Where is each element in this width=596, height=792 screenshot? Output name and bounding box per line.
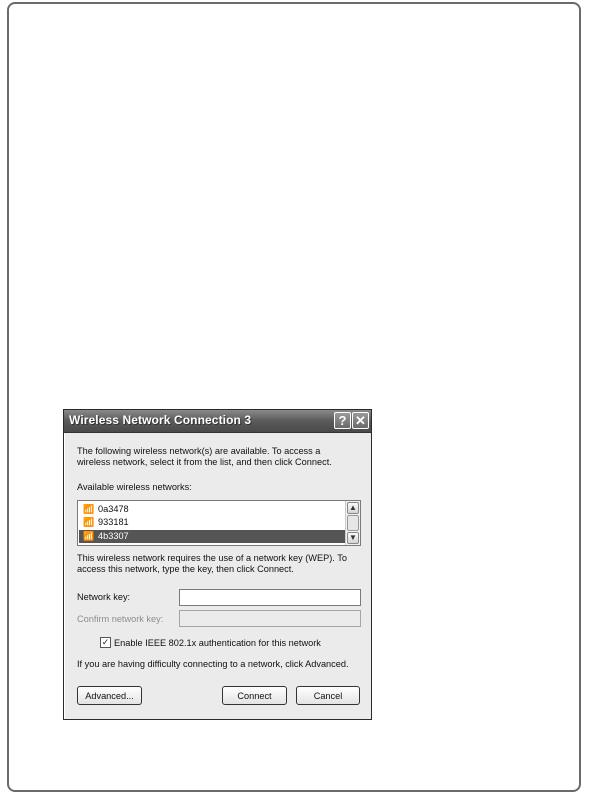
network-name: 4b3307	[98, 531, 129, 541]
scroll-up-icon[interactable]: ▲	[347, 502, 359, 514]
confirm-key-label: Confirm network key:	[77, 614, 164, 624]
antenna-icon: 📶	[83, 504, 95, 514]
network-list-item-selected[interactable]	[79, 530, 346, 543]
antenna-icon: 📶	[83, 531, 95, 541]
dialog-titlebar[interactable]	[64, 410, 371, 433]
wireless-connection-dialog	[63, 409, 372, 720]
network-name: 0a3478	[98, 504, 129, 514]
network-key-label: Network key:	[77, 592, 131, 602]
scroll-thumb[interactable]	[347, 515, 359, 531]
cancel-button[interactable]: Cancel	[296, 686, 360, 705]
available-networks-label: Available wireless networks:	[77, 482, 192, 492]
ieee-checkbox-label[interactable]: Enable IEEE 802.1x authentication for this network	[114, 638, 321, 648]
close-icon[interactable]: ✕	[352, 412, 369, 429]
list-scrollbar[interactable]	[345, 501, 360, 545]
antenna-icon: 📶	[83, 517, 95, 527]
ieee-checkbox[interactable]: ✓	[101, 637, 110, 647]
network-list-item[interactable]	[79, 516, 346, 529]
network-list-item[interactable]	[79, 503, 346, 516]
network-key-field[interactable]	[179, 589, 361, 606]
advanced-button[interactable]: Advanced...	[77, 686, 142, 705]
intro-text-line1: The following wireless network(s) are available. To access a	[77, 446, 321, 456]
network-list[interactable]	[77, 500, 361, 546]
network-name: 933181	[98, 517, 129, 527]
intro-text-line2: wireless network, select it from the list, and then click Connect.	[77, 457, 332, 467]
dialog-title: Wireless Network Connection 3	[69, 413, 252, 427]
confirm-key-field[interactable]	[179, 610, 361, 627]
scroll-down-icon[interactable]: ▼	[347, 532, 359, 544]
connect-button[interactable]: Connect	[222, 686, 287, 705]
wep-text-line2: access this network, type the key, then click Connect.	[77, 564, 294, 574]
wep-text-line1: This wireless network requires the use of a network key (WEP). To	[77, 553, 347, 563]
advanced-hint-text: If you are having difficulty connecting to a network, click Advanced.	[77, 659, 349, 669]
help-button[interactable]: ?	[334, 412, 351, 429]
